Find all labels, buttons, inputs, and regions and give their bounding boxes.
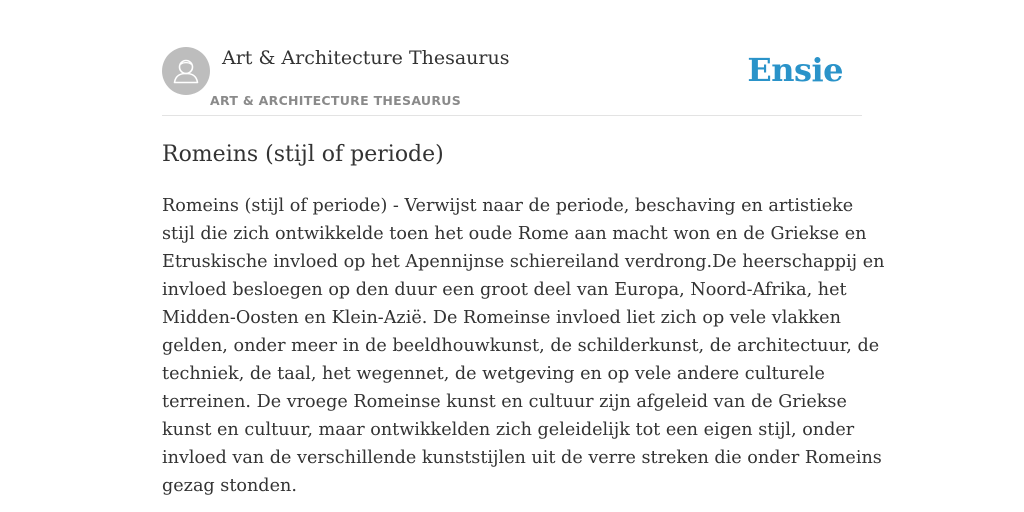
body-line: Romeins (stijl of periode) - Verwijst naar de periode, beschaving en artistieke xyxy=(162,196,854,216)
source-header xyxy=(162,46,862,116)
body-line: stijl die zich ontwikkelde toen het oude Rome aan macht won en de Griekse en xyxy=(162,224,867,244)
source-avatar[interactable] xyxy=(162,47,210,95)
ensie-logo[interactable]: Ensie xyxy=(747,51,843,89)
body-line: Etruskische invloed op het Apennijnse schiereiland verdrong.De heerschappij en xyxy=(162,252,885,272)
body-line: invloed van de verschillende kunststijlen uit de verre streken die onder Romeins xyxy=(162,448,882,468)
body-line: gezag stonden. xyxy=(162,476,297,496)
source-subtitle[interactable]: ART & ARCHITECTURE THESAURUS xyxy=(210,93,462,108)
body-line: invloed besloegen op den duur een groot deel van Europa, Noord-Afrika, het xyxy=(162,280,847,300)
body-line: techniek, de taal, het wegennet, de wetgeving en op vele andere culturele xyxy=(162,364,825,384)
source-title[interactable]: Art & Architecture Thesaurus xyxy=(222,47,510,69)
user-icon xyxy=(162,47,210,95)
body-line: kunst en cultuur, maar ontwikkelden zich geleidelijk tot een eigen stijl, onder xyxy=(162,420,855,440)
header-divider xyxy=(162,115,862,116)
body-line: terreinen. De vroege Romeinse kunst en cultuur zijn afgeleid van de Griekse xyxy=(162,392,847,412)
body-line: Midden-Oosten en Klein-Azië. De Romeinse invloed liet zich op vele vlakken xyxy=(162,308,841,328)
body-line: gelden, onder meer in de beeldhouwkunst, de schilderkunst, de architectuur, de xyxy=(162,336,880,356)
entry-body xyxy=(162,192,885,500)
entry-title: Romeins (stijl of periode) xyxy=(162,142,444,167)
